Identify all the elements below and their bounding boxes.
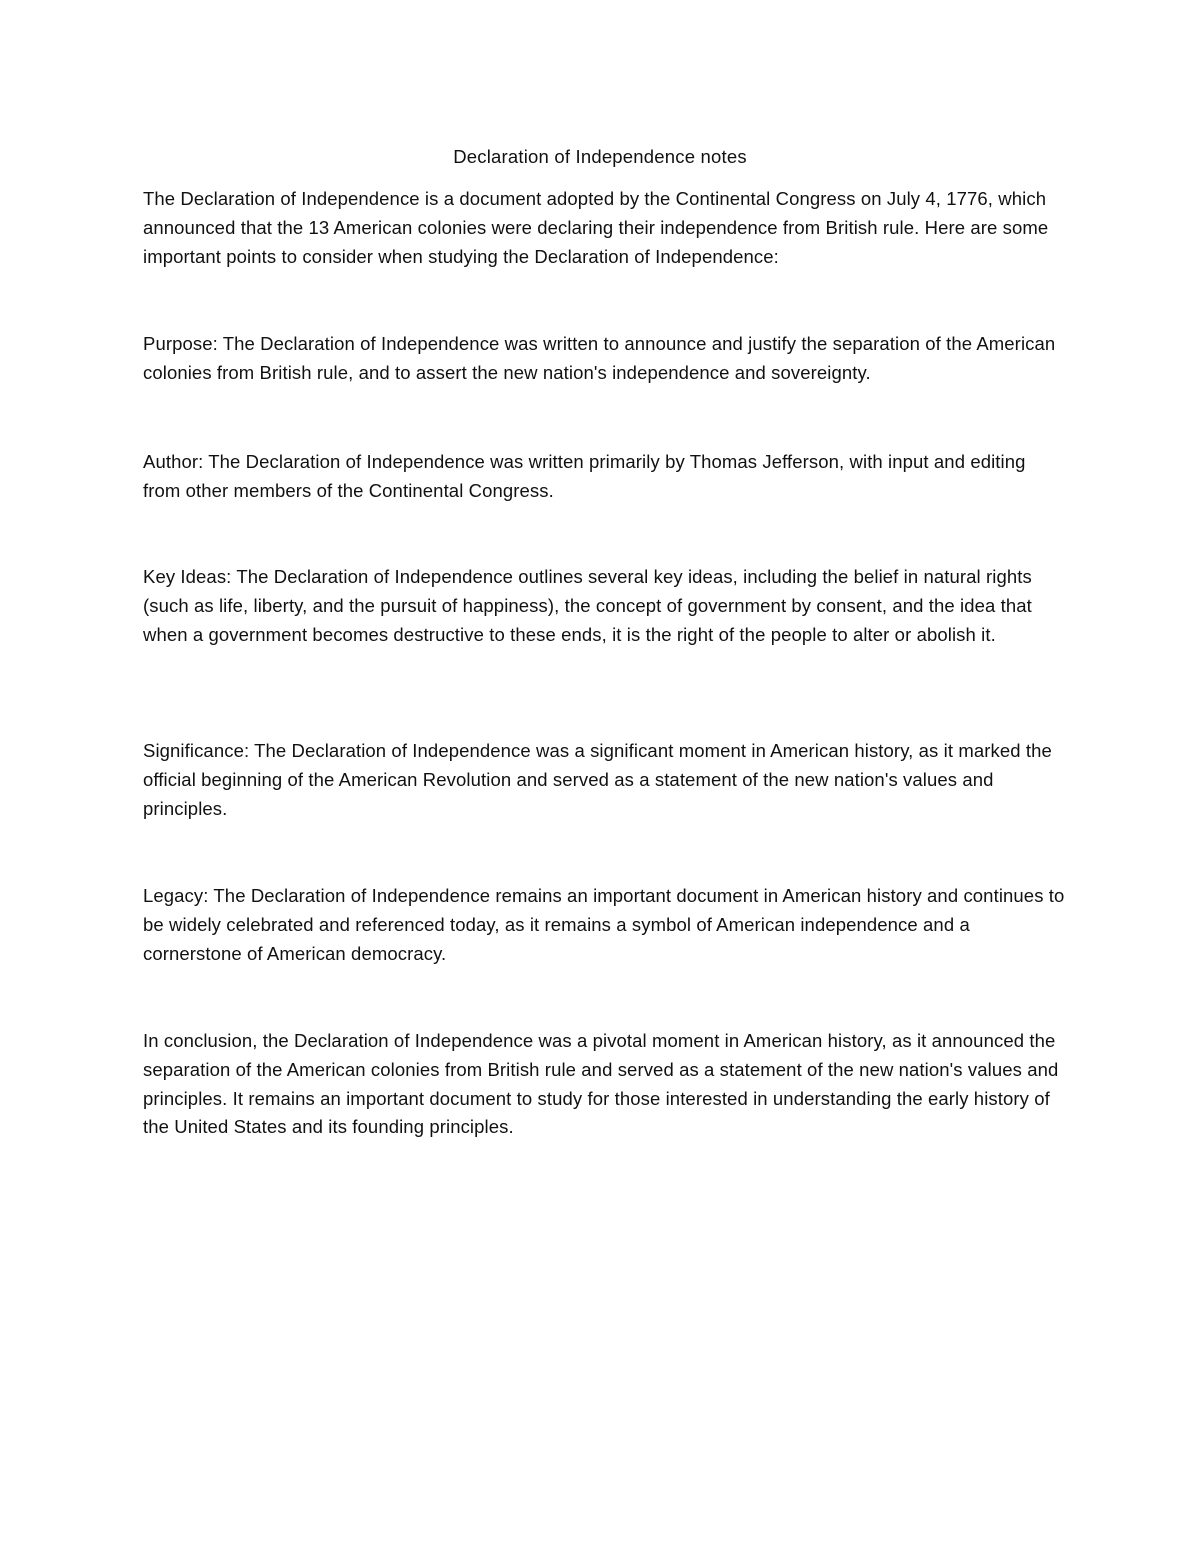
paragraph-conclusion: In conclusion, the Declaration of Independence was a pivotal moment in American history, as it announced the separation of the American colonies from British rule and served as a statement of the new nation's values and principles. It remains an important document to study for those interested in understanding the early history of the United States and its founding principles. — [143, 1030, 1059, 1138]
paragraph-author: Author: The Declaration of Independence was written primarily by Thomas Jefferson, with input and editing from other members of the Continental Congress. — [143, 451, 1026, 501]
document-title: Declaration of Independence notes — [453, 146, 747, 167]
paragraph-significance: Significance: The Declaration of Independence was a significant moment in American history, as it marked the official beginning of the American Revolution and served as a statement of the new nation's values and principles. — [143, 740, 1052, 819]
paragraph-key-ideas: Key Ideas: The Declaration of Independence outlines several key ideas, including the belief in natural rights (such as life, liberty, and the pursuit of happiness), the concept of government by consent, and the idea that when a government becomes destructive to these ends, it is the right of the people to alter or abolish it. — [143, 566, 1032, 645]
paragraph-introduction: The Declaration of Independence is a document adopted by the Continental Congress on July 4, 1776, which announced that the 13 American colonies were declaring their independence from British rule. Here are some important points to consider when studying the Declaration of Independence: — [143, 188, 1049, 267]
paragraph-purpose: Purpose: The Declaration of Independence was written to announce and justify the separation of the American colonies from British rule, and to assert the new nation's independence and sovereignty. — [143, 333, 1056, 383]
paragraph-legacy: Legacy: The Declaration of Independence remains an important document in American history and continues to be widely celebrated and referenced today, as it remains a symbol of American independence and a cornerstone of American democracy. — [143, 885, 1065, 964]
